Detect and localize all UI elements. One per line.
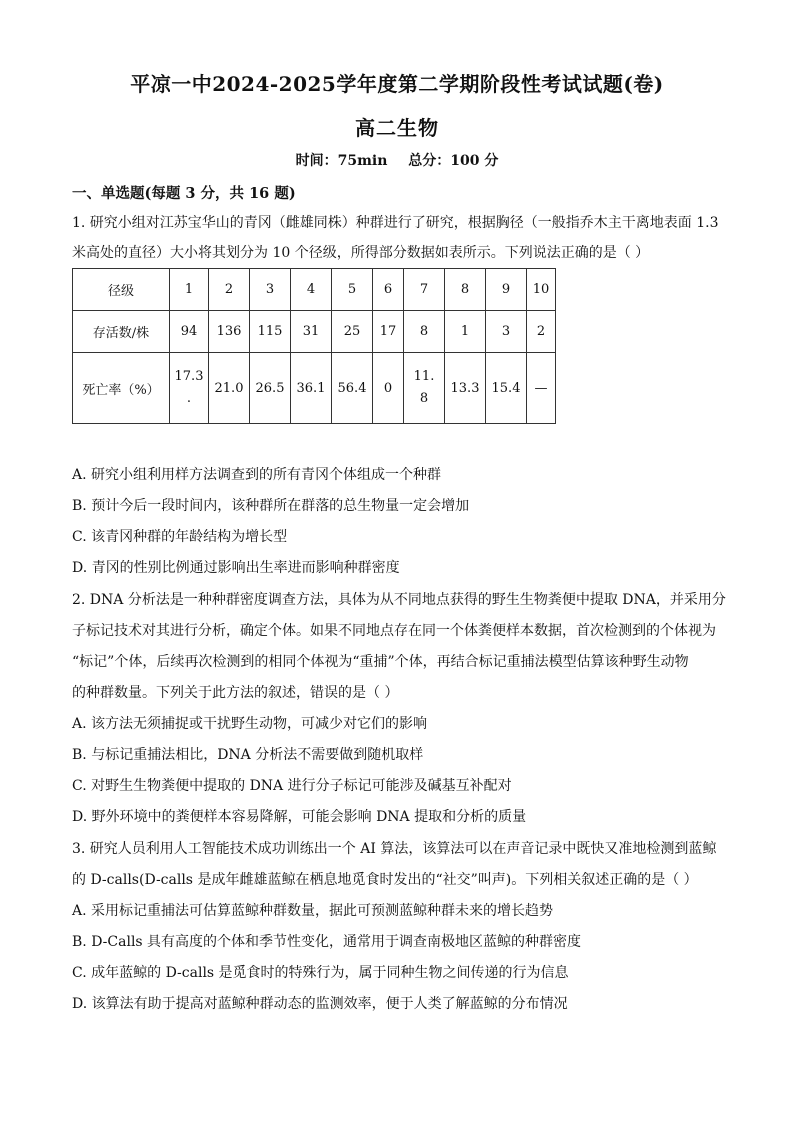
- q3-stem-line-1: 3. 研究人员利用人工智能技术成功训练出一个 AI 算法，该算法可以在声音记录中既快又准地检测到蓝鲸: [72, 841, 717, 857]
- table-row-grades: [73, 269, 556, 311]
- table-cell: —: [527, 353, 556, 424]
- q1-data-table: [72, 268, 556, 424]
- section-heading: 一、单选题(每题 3 分，共 16 题): [72, 185, 296, 202]
- q2-option-a: A. 该方法无须捕捉或干扰野生动物，可减少对它们的影响: [72, 716, 428, 732]
- table-cell: 5: [332, 269, 373, 311]
- table-cell: 1: [445, 311, 486, 353]
- exam-subject: 高二生物: [355, 116, 439, 140]
- q2-option-b: B. 与标记重捕法相比，DNA 分析法不需要做到随机取样: [72, 747, 424, 763]
- table-cell: 3: [250, 269, 291, 311]
- row-label: 死亡率（%）: [73, 353, 170, 424]
- q2-option-d: D. 野外环境中的粪便样本容易降解，可能会影响 DNA 提取和分析的质量: [72, 809, 527, 825]
- table-cell: 13.3: [445, 353, 486, 424]
- cell-text-top: 11.: [413, 369, 435, 384]
- table-cell: 0: [373, 353, 404, 424]
- table-cell: 2: [209, 269, 250, 311]
- table-row-survivors: [73, 311, 556, 353]
- q2-stem-line-3: “标记”个体，后续再次检测到的相同个体视为“重捕”个体，再结合标记重捕法模型估算该种野生动物: [72, 654, 689, 670]
- exam-total-score: 总分：100 分: [408, 153, 499, 169]
- q3-option-d: D. 该算法有助于提高对蓝鲸种群动态的监测效率，便于人类了解蓝鲸的分布情况: [72, 996, 568, 1012]
- row-label: 存活数/株: [73, 311, 170, 353]
- q1-option-b: B. 预计今后一段时间内，该种群所在群落的总生物量一定会增加: [72, 498, 470, 514]
- cell-text-top: 17.3: [174, 369, 204, 384]
- exam-time: 时间：75min: [295, 153, 388, 169]
- table-cell: 7: [404, 269, 445, 311]
- table-cell: 31: [291, 311, 332, 353]
- table-cell: 1: [170, 269, 209, 311]
- table-cell: 8: [404, 311, 445, 353]
- table-cell: 115: [250, 311, 291, 353]
- table-cell: 9: [486, 269, 527, 311]
- q2-stem-line-4: 的种群数量。下列关于此方法的叙述，错误的是（ ）: [72, 685, 399, 701]
- table-cell: 25: [332, 311, 373, 353]
- q2-stem-line-1: 2. DNA 分析法是一种种群密度调查方法，具体为从不同地点获得的野生生物粪便中提取 DNA，并采用分: [72, 592, 726, 608]
- q1-option-a: A. 研究小组利用样方法调查到的所有青冈个体组成一个种群: [72, 467, 442, 483]
- q2-option-c: C. 对野生生物粪便中提取的 DNA 进行分子标记可能涉及碱基互补配对: [72, 778, 512, 794]
- q3-stem-line-2: 的 D-calls(D-calls 是成年雌雄蓝鲸在栖息地觅食时发出的“社交”叫声)。下列相关叙述正确的是（ ）: [72, 872, 698, 888]
- q1-option-d: D. 青冈的性别比例通过影响出生率进而影响种群密度: [72, 560, 400, 576]
- q3-option-b: B. D-Calls 具有高度的个体和季节性变化，通常用于调查南极地区蓝鲸的种群密度: [72, 934, 582, 950]
- cell-text-bottom: 8: [419, 391, 429, 406]
- q1-option-c: C. 该青冈种群的年龄结构为增长型: [72, 529, 288, 545]
- table-cell: [404, 353, 445, 424]
- table-cell: 15.4: [486, 353, 527, 424]
- q3-option-c: C. 成年蓝鲸的 D-calls 是觅食时的特殊行为，属于同种生物之间传递的行为信息: [72, 965, 569, 981]
- q1-stem-line-1: 1. 研究小组对江苏宝华山的青冈（雌雄同株）种群进行了研究，根据胸径（一般指乔木主干离地表面 1.3: [72, 215, 719, 231]
- table-cell: 6: [373, 269, 404, 311]
- table-cell: 3: [486, 311, 527, 353]
- cell-text-bottom: .: [186, 391, 192, 406]
- table-cell: 56.4: [332, 353, 373, 424]
- q3-option-a: A. 采用标记重捕法可估算蓝鲸种群数量，据此可预测蓝鲸种群未来的增长趋势: [72, 903, 554, 919]
- table-cell: 26.5: [250, 353, 291, 424]
- table-cell: 4: [291, 269, 332, 311]
- exam-title: 平凉一中2024-2025学年度第二学期阶段性考试试题(卷): [130, 72, 664, 96]
- q1-stem-line-2: 米高处的直径）大小将其划分为 10 个径级，所得部分数据如表所示。下列说法正确的是（ ）: [72, 245, 650, 261]
- table-cell: [170, 353, 209, 424]
- table-cell: 17: [373, 311, 404, 353]
- table-row-mortality: [73, 353, 556, 424]
- row-label: 径级: [73, 269, 170, 311]
- table-cell: 2: [527, 311, 556, 353]
- table-cell: 21.0: [209, 353, 250, 424]
- table-cell: 8: [445, 269, 486, 311]
- table-cell: 94: [170, 311, 209, 353]
- table-cell: 136: [209, 311, 250, 353]
- table-cell: 10: [527, 269, 556, 311]
- table-cell: 36.1: [291, 353, 332, 424]
- q2-stem-line-2: 子标记技术对其进行分析，确定个体。如果不同地点存在同一个体粪便样本数据，首次检测到的个体视为: [72, 623, 716, 639]
- exam-meta: [0, 150, 794, 170]
